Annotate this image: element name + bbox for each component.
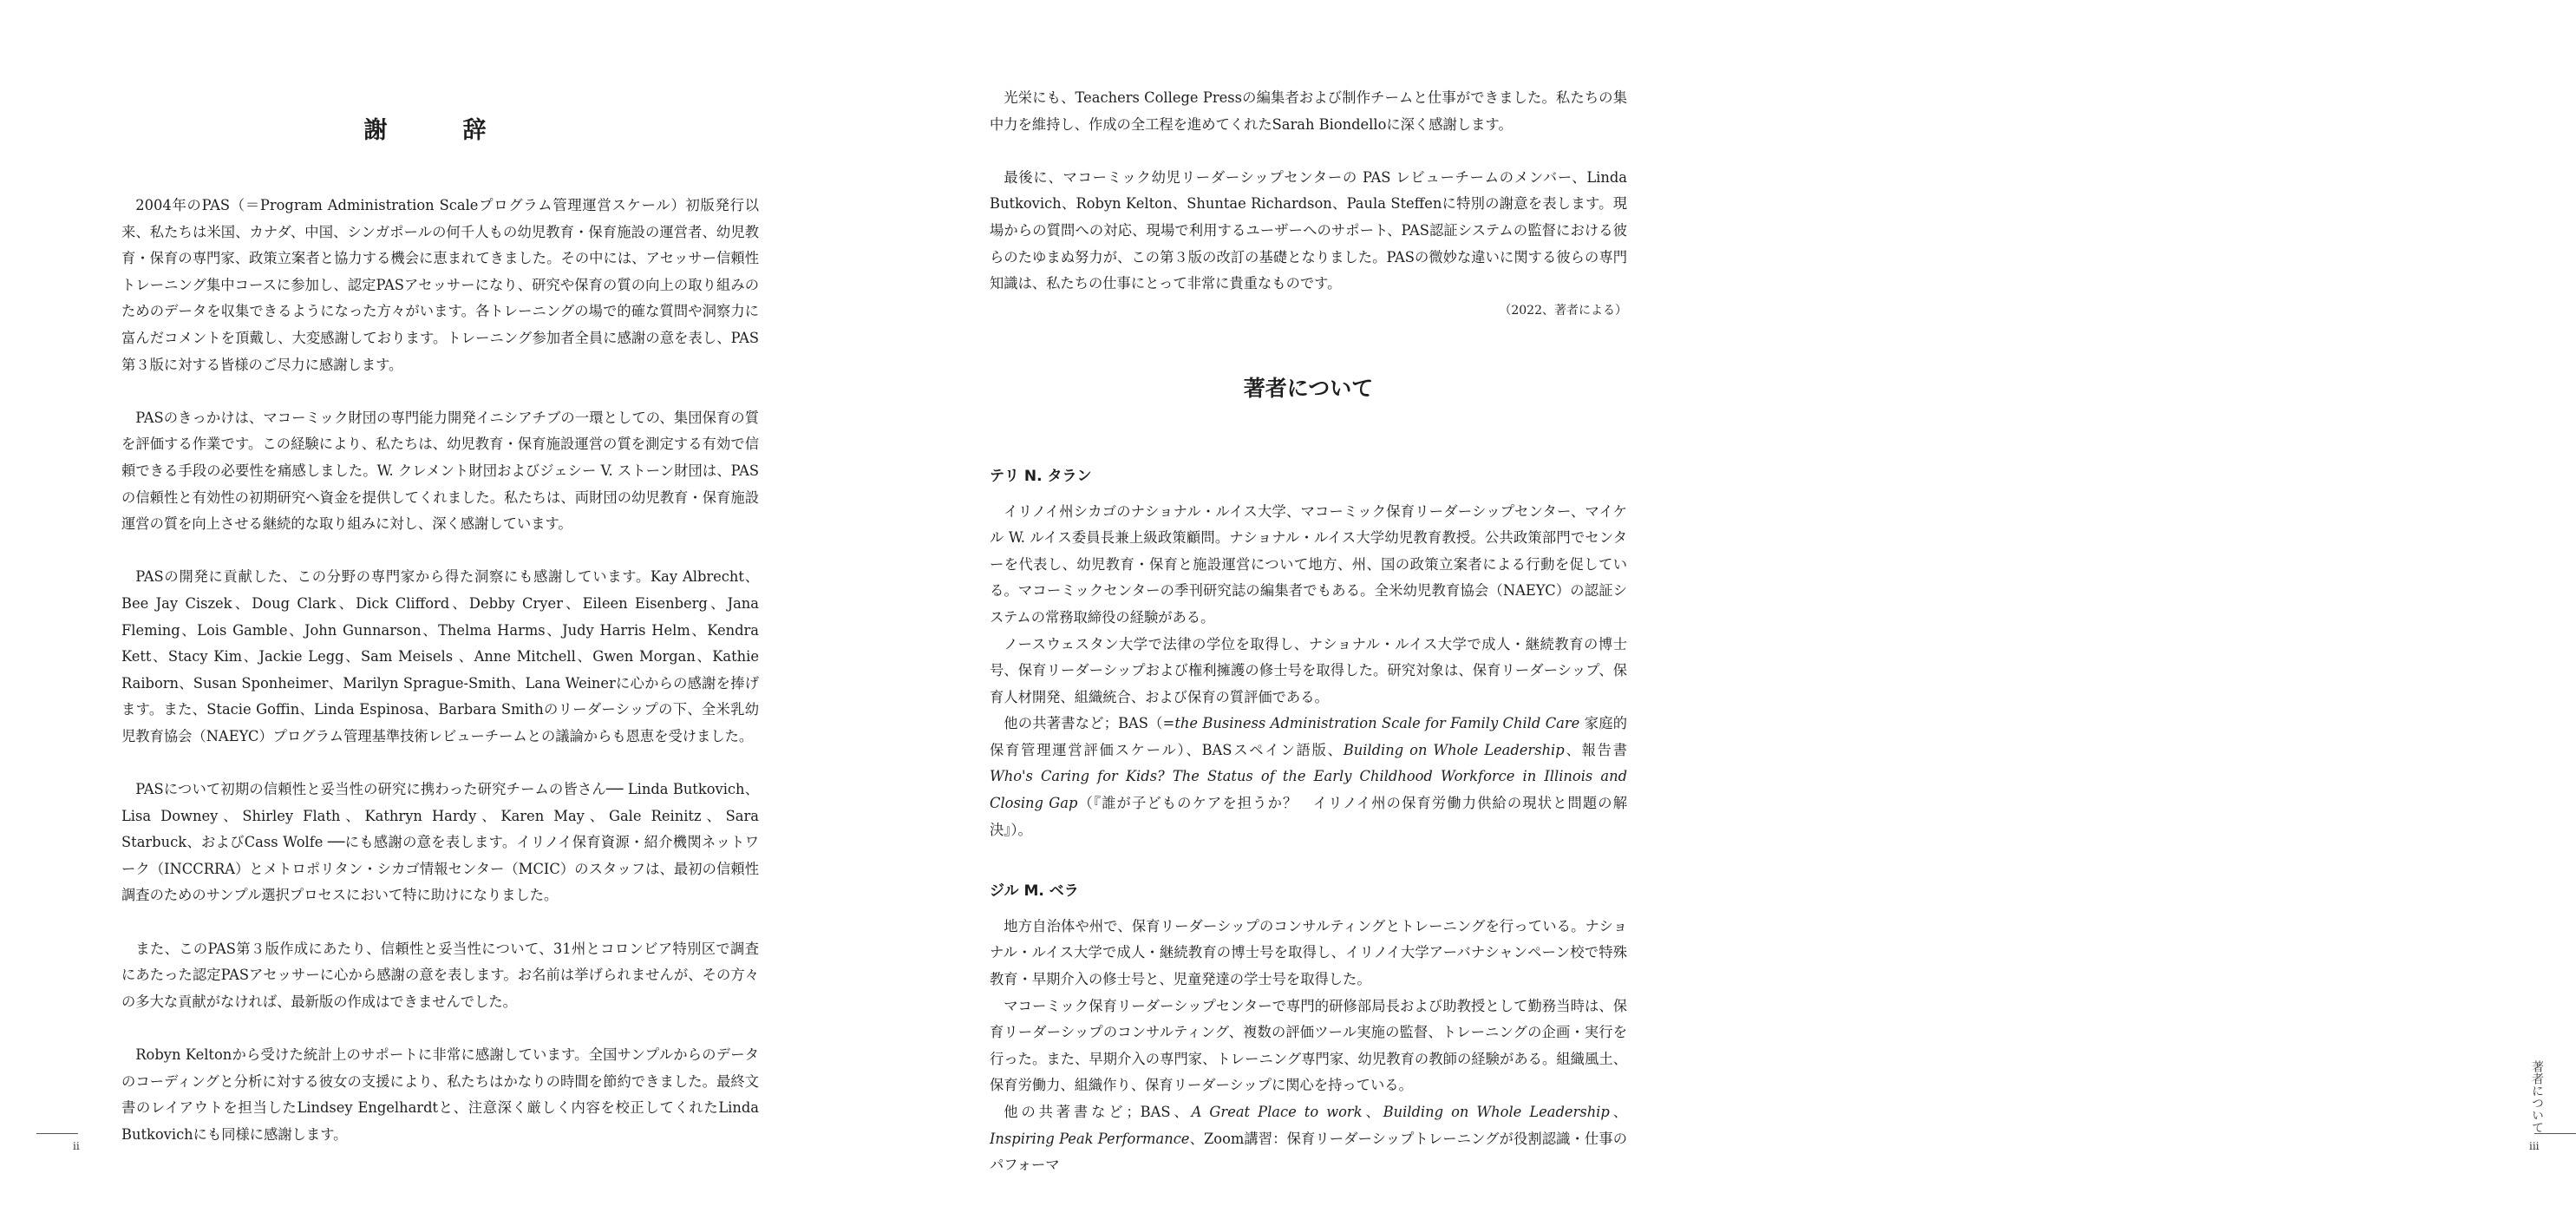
- right-page-body: [990, 85, 1627, 1214]
- ack-paragraph-4: PASについて初期の信頼性と妥当性の研究に携わった研究チームの皆さん── Linda Butkovich、Lisa Downey、Shirley Flath、Kathryn Hardy、Karen May、Gale Reinitz、Sara Starbuck、およびCass Wolfe ──にも感謝の意を表します。イリノイ保育資源・紹介機関ネットワーク（INCCRRA）とメトロポリタン・シカゴ情報センター（MCIC）のスタッフは、最初の信頼性調査のためのサンプル選択プロセスにおいて特に助けになりました。: [121, 781, 759, 904]
- page-number-left: ii: [73, 1140, 80, 1152]
- page-number-right: iii: [2529, 1140, 2540, 1152]
- author-block-2: [990, 878, 1627, 1179]
- ack-paragraph-8: 最後に、マコーミック幼児リーダーシップセンターの PAS レビューチームのメンバー、Linda Butkovich、Robyn Kelton、Shuntae Richardson、Paula Steffenに特別の謝意を表します。現場からの質問への対応、現場で利用するユーザーへのサポート、PAS認証システムの監督における彼らのたゆまぬ努力が、この第３版の改訂の基礎となりました。PASの微妙な違いに関する彼らの専門知識は、私たちの仕事にとって非常に貴重なものです。: [990, 168, 1627, 292]
- ack-signature: （2022、著者による）: [1499, 303, 1627, 318]
- author-name-1: テリ N. タラン: [990, 467, 1092, 485]
- acknowledgements-title: 謝 辞: [363, 117, 513, 144]
- author-1-bio-1: イリノイ州シカゴのナショナル・ルイス大学、マコーミック保育リーダーシップセンター、マイケル W. ルイス委員長兼上級政策顧問。ナショナル・ルイス大学幼児教育教授。公共政策部門でセンターを代表し、幼児教育・保育と施設運営について地方、州、国の政策立案者による行動を促している。マコーミックセンターの季刊研究誌の編集者でもある。全米幼児教育協会（NAEYC）の認証システムの常務取締役の経験がある。: [990, 502, 1627, 626]
- ack-paragraph-7: 光栄にも、Teachers College Pressの編集者および制作チームと仕事ができました。私たちの集中力を維持し、作成の全工程を進めてくれたSarah Biondelloに深く感謝します。: [990, 89, 1627, 133]
- right-page: [867, 0, 2544, 1226]
- ack-paragraph-1: 2004年のPAS（＝Program Administration Scaleプログラム管理運営スケール）初版発行以来、私たちは米国、カナダ、中国、シンガポールの何千人もの幼児教育・保育施設の運営者、幼児教育・保育の専門家、政策立案者と協力する機会に恵まれてきました。その中には、アセッサー信頼性トレーニング集中コースに参加し、認定PASアセッサーになり、研究や保育の質の向上の取り組みのためのデータを収集できるようになった方々がいます。各トレーニングの場で的確な質問や洞察力に富んだコメントを頂戴し、大変感謝しております。トレーニング参加者全員に感謝の意を表し、PAS第３版に対する皆様のご尽力に感謝します。: [121, 197, 759, 373]
- ack-paragraph-6: Robyn Keltonから受けた統計上のサポートに非常に感謝しています。全国サンプルからのデータのコーディングと分析に対する彼女の支援により、私たちはかなりの時間を節約できました。最終文書のレイアウトを担当したLindsey Engelhardtと、注意深く厳しく内容を校正してくれたLinda Butkovichにも同様に感謝します。: [121, 1046, 759, 1143]
- author-name-2: ジル M. ベラ: [990, 882, 1079, 901]
- author-2-coauthored-works: 他の共著書など；BAS、A Great Place to work、Building on Whole Leadership、Inspiring Peak Performance、Zoom講習：保育リーダーシップトレーニングが役割認識・仕事のパフォーマ: [990, 1104, 1627, 1174]
- author-2-bio-2: マコーミック保育リーダーシップセンターで専門的研修部局長および助教授として勤務当時は、保育リーダーシップのコンサルティング、複数の評価ツール実施の監督、トレーニングの企画・実行を行った。また、早期介入の専門家、トレーニング専門家、幼児教育の教師の経験がある。組織風土、保育労働力、組織作り、保育リーダーシップに関心を持っている。: [990, 997, 1627, 1094]
- author-2-bio-1: 地方自治体や州で、保育リーダーシップのコンサルティングとトレーニングを行っている。ナショナル・ルイス大学で成人・継続教育の博士号を取得し、イリノイ大学アーバナシャンペーン校で特殊教育・早期介入の修士号と、児童発達の学士号を取得した。: [990, 917, 1627, 988]
- folio-rule-right: [2534, 1133, 2576, 1134]
- running-head: 著者について: [2530, 1060, 2544, 1133]
- ack-paragraph-3: PASの開発に貢献した、この分野の専門家から得た洞察にも感謝しています。Kay Albrecht、Bee Jay Ciszek、Doug Clark、Dick Clifford、Debby Cryer、Eileen Eisenberg、Jana Fleming、Lois Gamble、John Gunnarson、Thelma Harms、Judy Harris Helm、Kendra Kett、Stacy Kim、Jackie Legg、Sam Meisels 、Anne Mitchell、Gwen Morgan、Kathie Raiborn、Susan Sponheimer、Marilyn Sprague-Smith、Lana Weinerに心からの感謝を捧げます。また、Stacie Goffin、Linda Espinosa、Barbara Smithのリーダーシップの下、全米乳幼児教育協会（NAEYC）プログラム管理基準技術レビューチームとの議論からも恩恵を受けました。: [121, 568, 759, 744]
- ack-paragraph-2: PASのきっかけは、マコーミック財団の専門能力開発イニシアチブの一環としての、集団保育の質を評価する作業です。この経験により、私たちは、幼児教育・保育施設運営の質を測定する有効で信頼できる手段の必要性を痛感しました。W. クレメント財団およびジェシー V. ストーン財団は、PASの信頼性と有効性の初期研究へ資金を提供してくれました。私たちは、両財団の幼児教育・保育施設運営の質を向上させる継続的な取り組みに対し、深く感謝しています。: [121, 409, 759, 533]
- acknowledgements-body: [121, 193, 759, 1148]
- about-authors-title: 著者について: [1243, 376, 1374, 402]
- ack-paragraph-5: また、このPAS第３版作成にあたり、信頼性と妥当性について、31州とコロンビア特別区で調査にあたった認定PASアセッサーに心から感謝の意を表します。お名前は挙げられませんが、その方々の多大な貢献がなければ、最新版の作成はできませんでした。: [121, 940, 759, 1010]
- left-page: [0, 0, 867, 1226]
- folio-rule-left: [36, 1133, 78, 1134]
- author-1-coauthored-works: 他の共著書など；BAS（=the Business Administration Scale for Family Child Care 家庭的保育管理運営評価スケール）、BASスペイン語版、Building on Whole Leadership、報告書 Who's Caring for Kids? The Status of the Early Childhood Workforce in Illinois and Closing Gap（『誰が子どものケアを担うか？ イリノイ州の保育労働力供給の現状と問題の解決』）。: [990, 715, 1627, 838]
- author-block-1: [990, 463, 1627, 843]
- author-1-bio-2: ノースウェスタン大学で法律の学位を取得し、ナショナル・ルイス大学で成人・継続教育の博士号、保育リーダーシップおよび権利擁護の修士号を取得した。研究対象は、保育リーダーシップ、保育人材開発、組織統合、および保育の質評価である。: [990, 635, 1627, 705]
